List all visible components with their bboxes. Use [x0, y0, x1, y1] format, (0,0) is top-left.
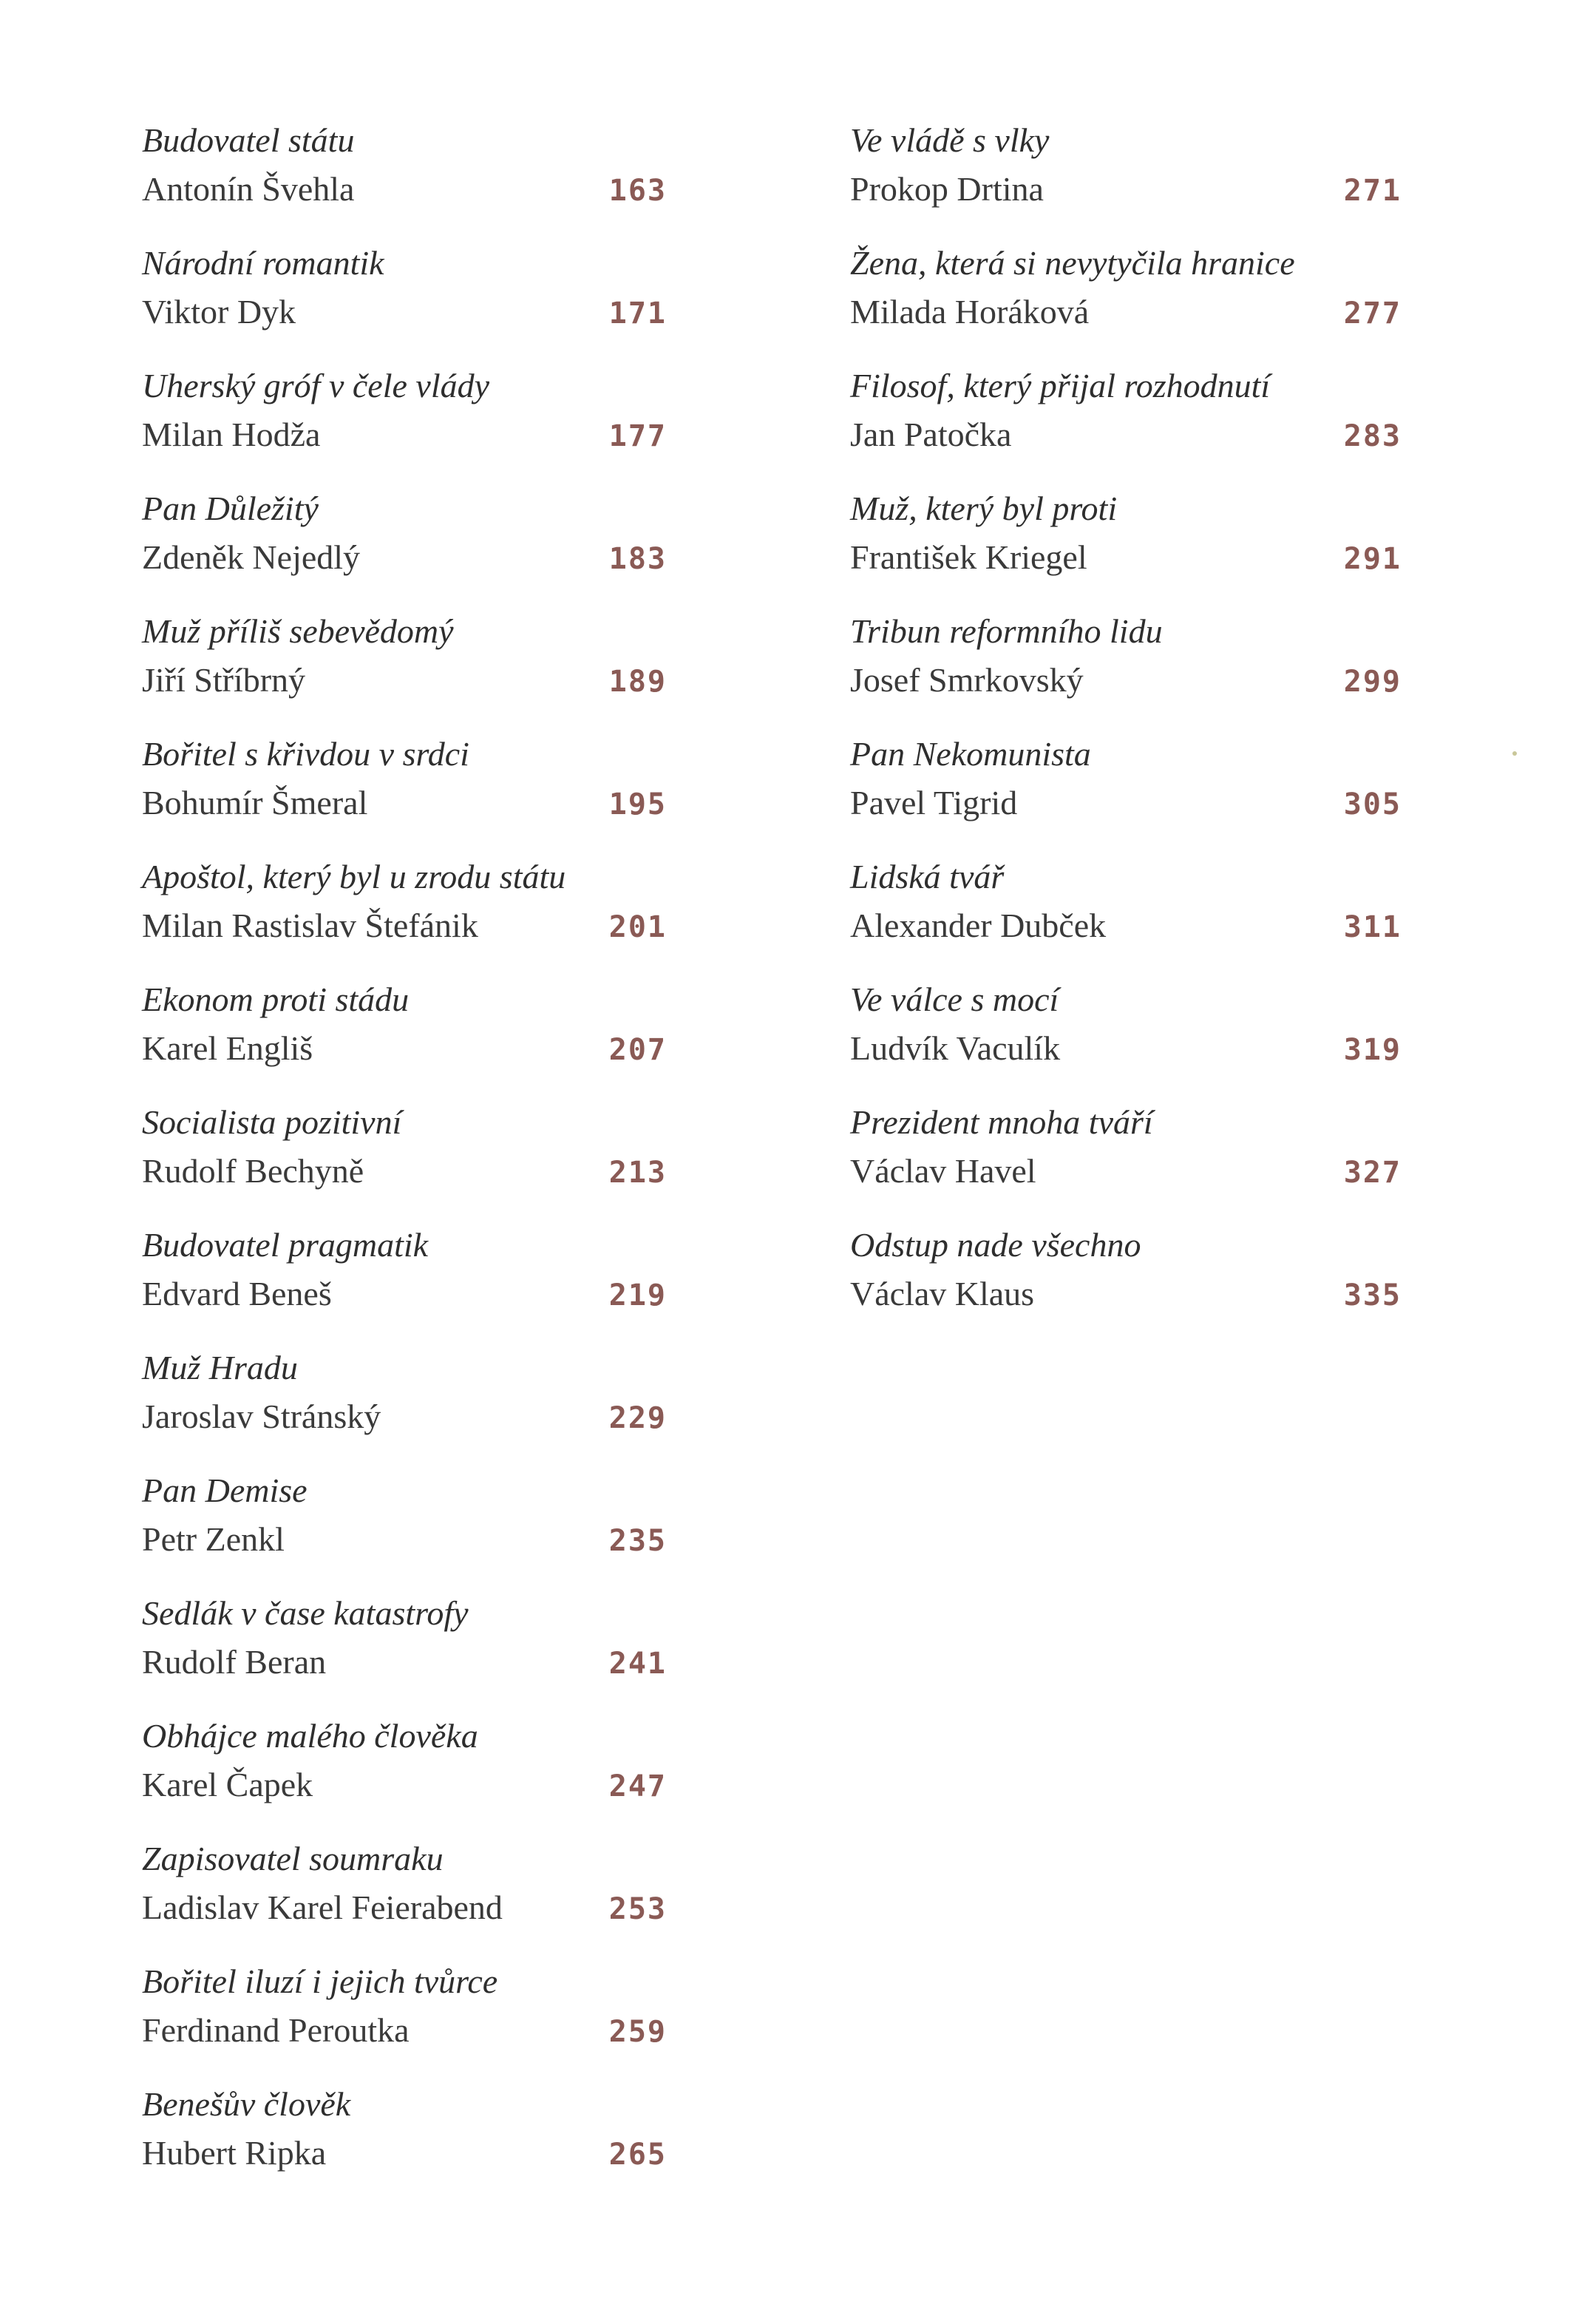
page-number: 305 — [1343, 787, 1402, 821]
toc-entry[interactable] — [850, 241, 1402, 364]
chapter-title: Zapisovatel soumraku — [142, 1840, 444, 1877]
toc-entry[interactable] — [850, 978, 1402, 1100]
toc-entry[interactable] — [850, 364, 1402, 487]
toc-entry[interactable] — [850, 118, 1402, 241]
person-name: Václav Klaus — [850, 1275, 1035, 1312]
chapter-title: Národní romantik — [142, 244, 384, 282]
person-name: Prokop Drtina — [850, 170, 1044, 208]
chapter-title: Odstup nade všechno — [850, 1226, 1141, 1264]
toc-entry[interactable] — [142, 241, 689, 364]
page-number: 207 — [608, 1033, 667, 1067]
page-number: 241 — [608, 1647, 667, 1681]
page-number: 235 — [608, 1524, 667, 1558]
page-number: 311 — [1343, 910, 1402, 944]
page-number: 327 — [1343, 1156, 1402, 1190]
page-number: 219 — [608, 1278, 667, 1312]
toc-entry[interactable] — [850, 732, 1402, 855]
toc-entry[interactable] — [142, 1714, 689, 1837]
toc-entry[interactable] — [850, 609, 1402, 732]
toc-entry[interactable] — [142, 1591, 689, 1714]
chapter-title: Budovatel státu — [142, 121, 355, 159]
toc-entry[interactable] — [142, 609, 689, 732]
page-number: 299 — [1343, 665, 1402, 699]
chapter-title: Benešův člověk — [142, 2085, 351, 2123]
page-number: 177 — [608, 419, 667, 453]
person-name: Ludvík Vaculík — [850, 1029, 1061, 1067]
person-name: Edvard Beneš — [142, 1275, 332, 1312]
chapter-title: Budovatel pragmatik — [142, 1226, 429, 1264]
page-number: 183 — [608, 542, 667, 576]
person-name: Karel Čapek — [142, 1766, 313, 1803]
page-number: 277 — [1343, 297, 1402, 331]
person-name: Ladislav Karel Feierabend — [142, 1888, 503, 1926]
toc-entry[interactable] — [142, 1468, 689, 1591]
person-name: Jan Patočka — [850, 416, 1012, 453]
chapter-title: Apoštol, který byl u zrodu státu — [142, 858, 566, 895]
page-number: 335 — [1343, 1278, 1402, 1312]
toc-entry[interactable] — [850, 1223, 1402, 1346]
page-number: 253 — [608, 1892, 667, 1926]
person-name: Josef Smrkovský — [850, 661, 1084, 699]
page-number: 283 — [1343, 419, 1402, 453]
person-name: Václav Havel — [850, 1152, 1036, 1190]
chapter-title: Bořitel iluzí i jejich tvůrce — [142, 1962, 498, 2000]
toc-entry[interactable] — [142, 855, 689, 978]
chapter-title: Tribun reformního lidu — [850, 612, 1163, 650]
person-name: Viktor Dyk — [142, 293, 296, 331]
person-name: Ferdinand Peroutka — [142, 2011, 410, 2049]
toc-entry[interactable] — [850, 487, 1402, 609]
page-number: 201 — [608, 910, 667, 944]
chapter-title: Pan Důležitý — [142, 489, 319, 527]
page-number: 171 — [608, 297, 667, 331]
person-name: Rudolf Beran — [142, 1643, 327, 1681]
page-number: 319 — [1343, 1033, 1402, 1067]
toc-entry[interactable] — [142, 1346, 689, 1468]
toc-entry[interactable] — [142, 487, 689, 609]
chapter-title: Pan Nekomunista — [850, 735, 1091, 773]
chapter-title: Pan Demise — [142, 1471, 308, 1509]
person-name: Rudolf Bechyně — [142, 1152, 364, 1190]
toc-entry[interactable] — [142, 732, 689, 855]
toc-entry[interactable] — [142, 1959, 689, 2082]
chapter-title: Muž příliš sebevědomý — [142, 612, 454, 650]
page-number: 247 — [608, 1769, 667, 1803]
chapter-title: Filosof, který přijal rozhodnutí — [850, 367, 1271, 404]
toc-entry[interactable] — [142, 118, 689, 241]
person-name: Milada Horáková — [850, 293, 1090, 331]
person-name: Alexander Dubček — [850, 907, 1107, 944]
chapter-title: Uherský gróf v čele vlády — [142, 367, 490, 404]
chapter-title: Obhájce malého člověka — [142, 1717, 478, 1755]
person-name: Milan Hodža — [142, 416, 321, 453]
person-name: Zdeněk Nejedlý — [142, 538, 361, 576]
page-number: 271 — [1343, 174, 1402, 208]
toc-right-column — [850, 118, 1402, 1346]
person-name: Pavel Tigrid — [850, 784, 1018, 821]
person-name: Milan Rastislav Štefánik — [142, 907, 478, 944]
toc-entry[interactable] — [142, 978, 689, 1100]
page-number: 265 — [608, 2138, 667, 2172]
chapter-title: Ve vládě s vlky — [850, 121, 1050, 159]
chapter-title: Ekonom proti stádu — [142, 980, 410, 1018]
chapter-title: Socialista pozitivní — [142, 1103, 402, 1141]
page-number: 291 — [1343, 542, 1402, 576]
chapter-title: Ve válce s mocí — [850, 980, 1059, 1018]
person-name: Petr Zenkl — [142, 1520, 285, 1558]
chapter-title: Prezident mnoha tváří — [850, 1103, 1153, 1141]
chapter-title: Bořitel s křivdou v srdci — [142, 735, 469, 773]
chapter-title: Lidská tvář — [850, 858, 1005, 895]
toc-entry[interactable] — [850, 1100, 1402, 1223]
toc-entry[interactable] — [142, 1223, 689, 1346]
chapter-title: Sedlák v čase katastrofy — [142, 1594, 469, 1632]
person-name: Hubert Ripka — [142, 2134, 327, 2172]
page-number: 189 — [608, 665, 667, 699]
toc-entry[interactable] — [142, 1100, 689, 1223]
toc-entry[interactable] — [850, 855, 1402, 978]
toc-entry[interactable] — [142, 2082, 689, 2205]
person-name: Bohumír Šmeral — [142, 784, 368, 821]
paper-speck — [1512, 751, 1517, 756]
toc-entry[interactable] — [142, 1837, 689, 1959]
person-name: Antonín Švehla — [142, 170, 355, 208]
toc-entry[interactable] — [142, 364, 689, 487]
page-number: 229 — [608, 1401, 667, 1435]
page-number: 163 — [608, 174, 667, 208]
chapter-title: Muž, který byl proti — [850, 489, 1118, 527]
person-name: Karel Engliš — [142, 1029, 313, 1067]
chapter-title: Žena, která si nevytyčila hranice — [850, 244, 1295, 282]
person-name: Jiří Stříbrný — [142, 661, 306, 699]
person-name: František Kriegel — [850, 538, 1087, 576]
chapter-title: Muž Hradu — [142, 1349, 298, 1386]
page-number: 195 — [608, 787, 667, 821]
toc-left-column — [142, 118, 689, 2205]
page-number: 213 — [608, 1156, 667, 1190]
page-number: 259 — [608, 2015, 667, 2049]
person-name: Jaroslav Stránský — [142, 1398, 381, 1435]
